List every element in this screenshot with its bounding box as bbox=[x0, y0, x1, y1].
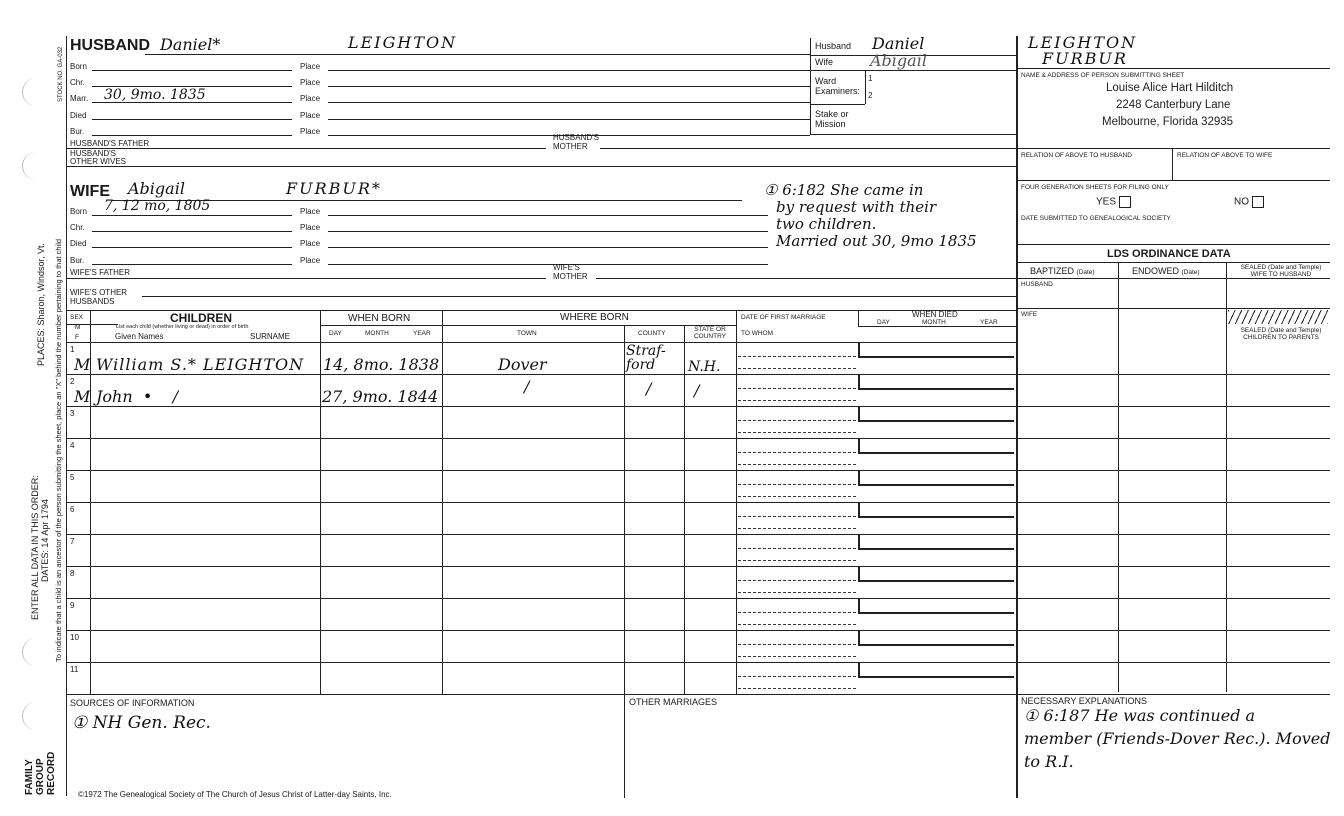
sources-label: SOURCES OF INFORMATION bbox=[70, 698, 195, 708]
child-row-number: 6 bbox=[70, 505, 75, 514]
hatched-cell bbox=[1228, 310, 1328, 324]
husband-chr-label: Chr. bbox=[70, 78, 85, 87]
ward-wife-label: Wife bbox=[815, 57, 833, 67]
town-label: TOWN bbox=[517, 330, 537, 337]
sex-m-label: M bbox=[75, 324, 81, 331]
wife-other-husbands-label: WIFE'S OTHER HUSBANDS bbox=[70, 288, 128, 306]
wife-mother-label: WIFE'S MOTHER bbox=[553, 263, 588, 281]
ward-husband-value: Daniel bbox=[872, 34, 925, 53]
wife-heading: WIFE bbox=[70, 183, 110, 200]
husband-marr-label: Marr. bbox=[70, 94, 89, 103]
ward-label: Ward bbox=[815, 76, 837, 86]
place-label: Place bbox=[300, 207, 321, 216]
to-whom-label: TO WHOM bbox=[741, 330, 774, 337]
submitter-street: 2248 Canterbury Lane bbox=[1116, 99, 1231, 111]
child-row-number: 5 bbox=[70, 473, 75, 482]
places-note: PLACES: Sharon, Windsor, Vt. bbox=[36, 242, 46, 366]
binder-hole bbox=[22, 702, 37, 730]
child-row-number: 10 bbox=[70, 633, 79, 642]
child-row-number: 9 bbox=[70, 601, 75, 610]
stake-label: Stake or bbox=[815, 109, 849, 119]
stock-number: STOCK NO. GA-032 bbox=[58, 46, 64, 102]
child-1-name: William S.* LEIGHTON bbox=[96, 355, 305, 374]
ancestor-instruction: To indicate that a child is an ancestor of the person submitting the sheet, place an "X" behind the number pertaining to that child bbox=[54, 238, 63, 662]
children-heading: CHILDREN bbox=[170, 311, 232, 325]
wife-given-name: Abigail bbox=[128, 179, 185, 198]
child-row-number: 8 bbox=[70, 569, 75, 578]
wife-born-label: Born bbox=[70, 207, 87, 216]
child-2-state: / bbox=[694, 381, 700, 400]
explanations-text: ① 6:187 He was continued a member (Friends-Dover Rec.). Moved to R.I. bbox=[1024, 706, 1331, 771]
child-1-sex: M bbox=[74, 355, 91, 374]
place-label: Place bbox=[300, 78, 321, 87]
endowed-label: ENDOWED (Date) bbox=[1132, 266, 1200, 276]
husband-given-name: Daniel* bbox=[160, 35, 221, 54]
husband-born-label: Born bbox=[70, 62, 87, 71]
place-label: Place bbox=[300, 223, 321, 232]
submitter-surname-2: FURBUR bbox=[1042, 49, 1128, 68]
children-instruction: List each child (whether living or dead) in order of birth bbox=[116, 324, 249, 330]
place-label: Place bbox=[300, 62, 321, 71]
lds-husband-label: HUSBAND bbox=[1021, 281, 1053, 288]
husband-mother-label: HUSBAND'S MOTHER bbox=[553, 133, 599, 151]
dates-note: DATES: 14 Apr 1794 bbox=[40, 499, 50, 582]
lds-wife-label: WIFE bbox=[1021, 311, 1038, 318]
submitter-city: Melbourne, Florida 32935 bbox=[1102, 116, 1234, 128]
died-year-label: YEAR bbox=[980, 319, 998, 326]
relation-wife-label: RELATION OF ABOVE TO WIFE bbox=[1177, 152, 1273, 159]
child-row-number: 4 bbox=[70, 441, 75, 450]
yes-checkbox[interactable]: YES bbox=[1096, 196, 1131, 208]
mission-label: Mission bbox=[815, 119, 846, 129]
surname-label: SURNAME bbox=[250, 332, 291, 341]
sources-value: ① NH Gen. Rec. bbox=[72, 713, 211, 733]
four-gen-label: FOUR GENERATION SHEETS FOR FILING ONLY bbox=[1021, 184, 1169, 191]
wife-died-label: Died bbox=[70, 239, 87, 248]
ward-wife-value: Abigail bbox=[870, 51, 927, 70]
enter-all-note: ENTER ALL DATA IN THIS ORDER: bbox=[30, 475, 40, 620]
place-label: Place bbox=[300, 127, 321, 136]
child-row-number: 1 bbox=[70, 345, 75, 354]
husband-marriage-date: 30, 9mo. 1835 bbox=[104, 87, 206, 103]
first-marriage-label: DATE OF FIRST MARRIAGE bbox=[741, 314, 826, 321]
husband-surname: LEIGHTON bbox=[348, 33, 458, 52]
year-label: YEAR bbox=[413, 330, 431, 337]
child-2-town: / bbox=[524, 377, 530, 396]
place-label: Place bbox=[300, 94, 321, 103]
baptized-label: BAPTIZED (Date) bbox=[1030, 266, 1095, 276]
wife-father-label: WIFE'S FATHER bbox=[70, 268, 131, 277]
sealed-children-label: SEALED (Date and Temple) CHILDREN TO PARENTS bbox=[1240, 327, 1322, 341]
husband-died-label: Died bbox=[70, 111, 87, 120]
child-row-number: 3 bbox=[70, 409, 75, 418]
wife-born-date: 7, 12 mo, 1805 bbox=[104, 198, 211, 214]
day-label: DAY bbox=[329, 330, 342, 337]
child-row-number: 11 bbox=[70, 665, 79, 674]
child-2-born: 27, 9mo. 1844 bbox=[322, 387, 439, 406]
child-row-number: 7 bbox=[70, 537, 75, 546]
copyright: ©1972 The Genealogical Society of The Church of Jesus Christ of Latter-day Saints, Inc. bbox=[78, 790, 392, 799]
ward-number: 1 bbox=[868, 74, 873, 83]
child-1-state: N.H. bbox=[688, 359, 721, 375]
submitter-name: Louise Alice Hart Hilditch bbox=[1106, 82, 1234, 94]
relation-husband-label: RELATION OF ABOVE TO HUSBAND bbox=[1021, 152, 1132, 159]
given-names-label: Given Names bbox=[115, 332, 164, 341]
binder-hole bbox=[22, 78, 37, 106]
wife-surname: FURBUR* bbox=[286, 179, 382, 198]
wife-note: ① 6:182 She came in by request with their two children. Married out 30, 9mo 1835 bbox=[764, 181, 977, 250]
binder-hole bbox=[22, 152, 37, 180]
child-2-sex: M bbox=[74, 387, 91, 406]
date-submitted-label: DATE SUBMITTED TO GENEALOGICAL SOCIETY bbox=[1021, 215, 1171, 222]
died-month-label: MONTH bbox=[922, 319, 946, 326]
when-born-label: WHEN BORN bbox=[348, 313, 411, 324]
examiners-number: 2 bbox=[868, 91, 873, 100]
explanations-label: NECESSARY EXPLANATIONS bbox=[1021, 696, 1148, 706]
submitter-label: NAME & ADDRESS OF PERSON SUBMITTING SHEET bbox=[1021, 72, 1185, 79]
wife-chr-label: Chr. bbox=[70, 223, 85, 232]
place-label: Place bbox=[300, 256, 321, 265]
child-1-born: 14, 8mo. 1838 bbox=[323, 355, 440, 374]
examiners-label: Examiners: bbox=[815, 86, 861, 96]
sex-label: SEX bbox=[70, 314, 84, 321]
submitter-surname-1: LEIGHTON bbox=[1028, 33, 1138, 52]
sex-f-label: F bbox=[75, 334, 79, 341]
husband-father-label: HUSBAND'S FATHER bbox=[70, 139, 150, 148]
husband-heading: HUSBAND bbox=[70, 37, 150, 54]
where-born-label: WHERE BORN bbox=[560, 312, 629, 323]
husband-bur-label: Bur. bbox=[70, 127, 85, 136]
ward-husband-label: Husband bbox=[815, 41, 852, 51]
no-checkbox[interactable]: NO bbox=[1234, 196, 1264, 208]
sealed-wife-label: SEALED (Date and Temple) WIFE TO HUSBAND bbox=[1240, 264, 1322, 278]
when-died-label: WHEN DIED bbox=[912, 310, 958, 319]
husband-other-wives-label: HUSBAND'S OTHER WIVES bbox=[70, 149, 127, 166]
child-1-county: Straf-ford bbox=[626, 343, 666, 373]
child-2-name: John • / bbox=[96, 387, 178, 406]
other-marriages-label: OTHER MARRIAGES bbox=[629, 697, 718, 707]
child-row-number: 2 bbox=[70, 377, 75, 386]
child-2-county: / bbox=[646, 379, 652, 398]
place-label: Place bbox=[300, 239, 321, 248]
binder-hole bbox=[22, 638, 37, 666]
county-label: COUNTY bbox=[638, 330, 666, 337]
state-label: STATE OR COUNTRY bbox=[693, 326, 727, 340]
died-day-label: DAY bbox=[877, 319, 890, 326]
child-1-town: Dover bbox=[498, 355, 547, 374]
lds-title: LDS ORDINANCE DATA bbox=[1107, 248, 1231, 260]
month-label: MONTH bbox=[365, 330, 389, 337]
wife-bur-label: Bur. bbox=[70, 256, 85, 265]
place-label: Place bbox=[300, 111, 321, 120]
record-title: FAMILY GROUP RECORD bbox=[24, 751, 57, 795]
